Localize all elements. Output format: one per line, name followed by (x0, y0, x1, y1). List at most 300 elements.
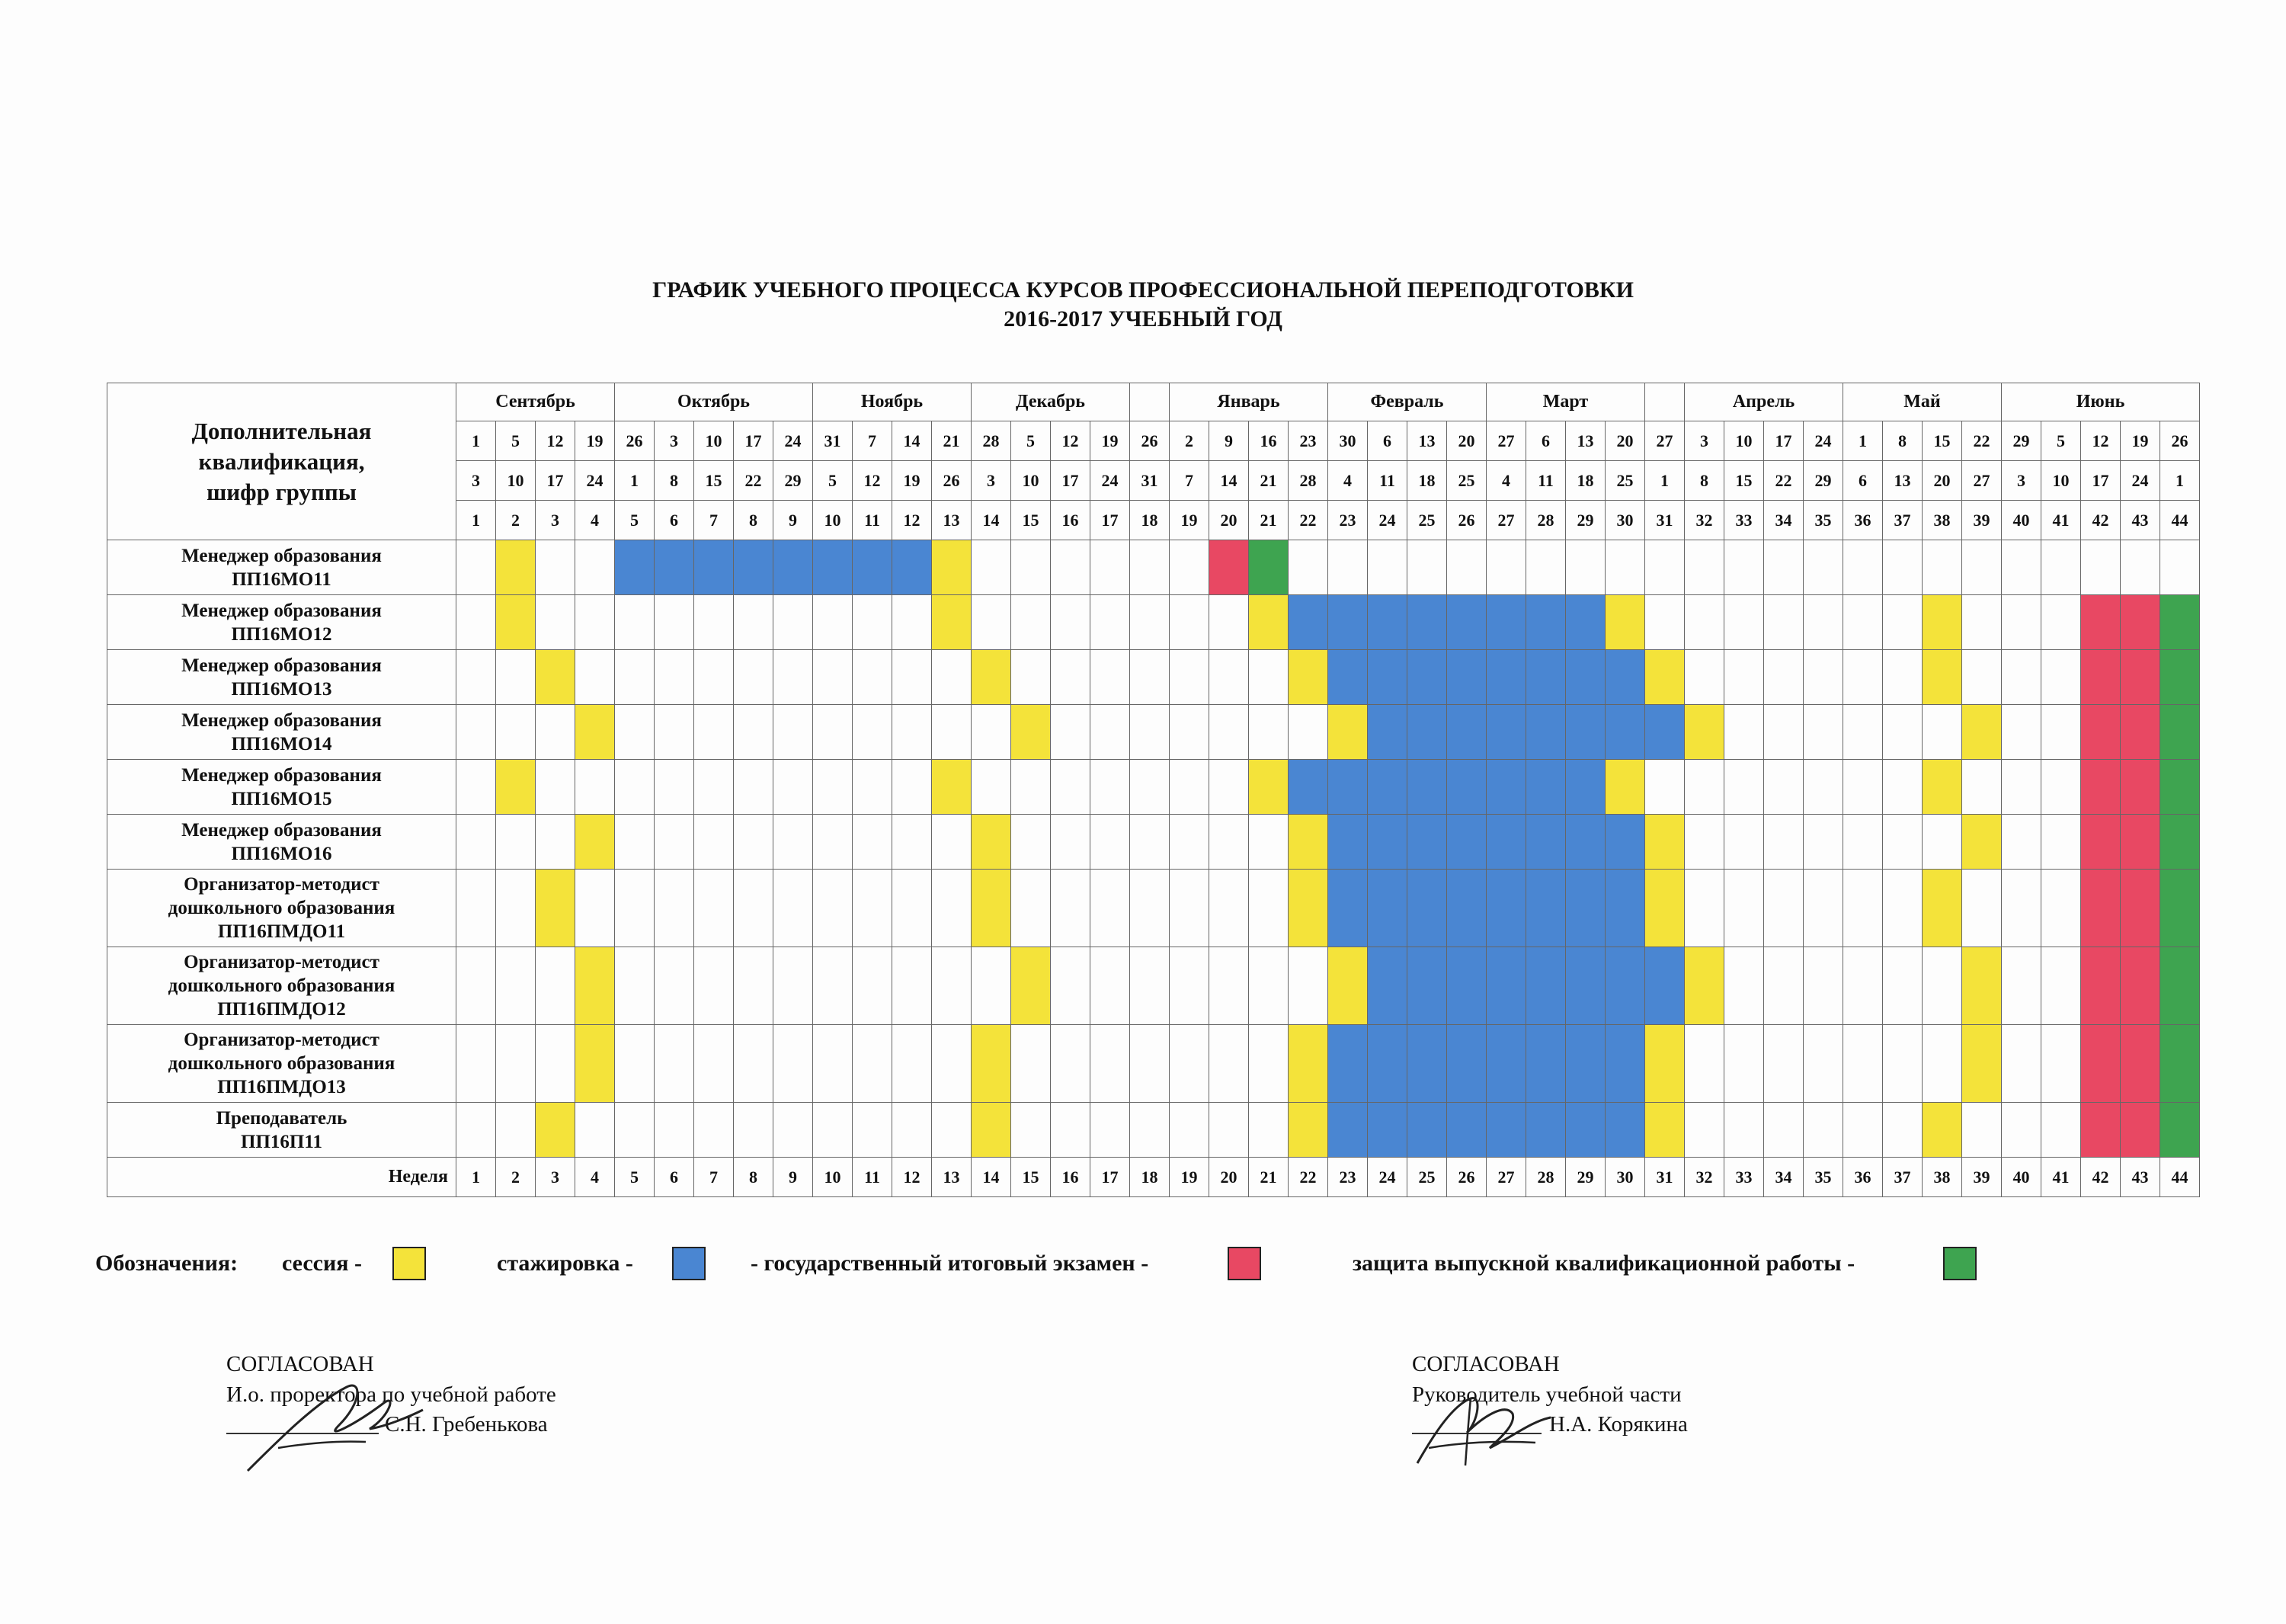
week-end-date: 11 (1368, 461, 1407, 501)
schedule-cell (1606, 1025, 1645, 1103)
schedule-cell (1843, 815, 1883, 870)
schedule-cell (2160, 815, 2200, 870)
week-number: 12 (892, 501, 932, 540)
schedule-cell (1645, 595, 1685, 650)
week-number: 1 (456, 501, 496, 540)
week-start-date: 5 (1011, 421, 1051, 461)
schedule-cell (2160, 650, 2200, 705)
week-start-date: 24 (773, 421, 813, 461)
week-footer-number: 23 (1328, 1158, 1368, 1197)
week-number: 27 (1487, 501, 1526, 540)
schedule-cell (575, 595, 615, 650)
schedule-cell (1249, 870, 1289, 947)
schedule-cell (1566, 540, 1606, 595)
schedule-cell (853, 870, 892, 947)
schedule-cell (496, 870, 536, 947)
week-end-date: 13 (1883, 461, 1923, 501)
schedule-cell (1289, 815, 1328, 870)
schedule-cell (1526, 870, 1566, 947)
schedule-cell (1843, 540, 1883, 595)
week-end-date: 15 (694, 461, 734, 501)
week-number: 30 (1606, 501, 1645, 540)
schedule-cell (892, 1103, 932, 1158)
week-start-date: 20 (1606, 421, 1645, 461)
schedule-cell (655, 595, 694, 650)
schedule-cell (972, 815, 1011, 870)
schedule-cell (932, 760, 972, 815)
schedule-cell (1645, 870, 1685, 947)
schedule-cell (1130, 1103, 1170, 1158)
schedule-cell (1526, 947, 1566, 1025)
title-line-1: ГРАФИК УЧЕБНОГО ПРОЦЕССА КУРСОВ ПРОФЕССИОНАЛЬНОЙ ПЕРЕПОДГОТОВКИ (652, 277, 1634, 303)
week-number: 44 (2160, 501, 2200, 540)
week-start-date: 12 (2081, 421, 2121, 461)
schedule-cell (773, 870, 813, 947)
week-end-date: 18 (1566, 461, 1606, 501)
week-footer-number: 40 (2002, 1158, 2041, 1197)
schedule-cell (1883, 1025, 1923, 1103)
week-end-date: 5 (813, 461, 853, 501)
week-number: 6 (655, 501, 694, 540)
week-end-date: 12 (853, 461, 892, 501)
schedule-cell (1843, 870, 1883, 947)
week-number: 20 (1209, 501, 1249, 540)
schedule-cell (615, 1103, 655, 1158)
schedule-cell (575, 1103, 615, 1158)
schedule-cell (972, 1103, 1011, 1158)
week-footer-number: 34 (1764, 1158, 1804, 1197)
week-end-date: 27 (1962, 461, 2002, 501)
week-start-date: 7 (853, 421, 892, 461)
schedule-cell (1447, 870, 1487, 947)
schedule-cell (2081, 870, 2121, 947)
week-start-date: 9 (1209, 421, 1249, 461)
schedule-cell (1051, 705, 1090, 760)
week-end-date: 3 (2002, 461, 2041, 501)
week-footer-number: 3 (536, 1158, 575, 1197)
schedule-cell (1883, 595, 1923, 650)
week-start-date: 13 (1566, 421, 1606, 461)
schedule-cell (2160, 760, 2200, 815)
schedule-cell (1526, 760, 1566, 815)
schedule-cell (1368, 595, 1407, 650)
schedule-cell (1407, 1025, 1447, 1103)
schedule-cell (1011, 1025, 1051, 1103)
schedule-cell (1923, 1025, 1962, 1103)
schedule-cell (1764, 705, 1804, 760)
week-end-date: 19 (892, 461, 932, 501)
schedule-cell (1130, 650, 1170, 705)
schedule-cell (1724, 870, 1764, 947)
schedule-cell (853, 947, 892, 1025)
group-name (107, 650, 456, 705)
schedule-cell (1566, 1025, 1606, 1103)
week-footer-number: 7 (694, 1158, 734, 1197)
schedule-cell (1645, 650, 1685, 705)
schedule-cell (1368, 705, 1407, 760)
schedule-cell (1328, 870, 1368, 947)
schedule-cell (1566, 947, 1606, 1025)
group-row (107, 760, 2200, 815)
group-name-line: Организатор-методист (184, 952, 379, 972)
schedule-cell (1051, 1103, 1090, 1158)
schedule-cell (1962, 870, 2002, 947)
schedule-cell (1249, 705, 1289, 760)
schedule-cell (1685, 815, 1724, 870)
schedule-cell (456, 870, 496, 947)
week-end-date: 7 (1170, 461, 1209, 501)
schedule-cell (2121, 870, 2160, 947)
legend-label-thesis: защита выпускной квалификационной работы - (1353, 1251, 1855, 1276)
group-name-line: Преподаватель (216, 1107, 347, 1129)
week-end-date: 11 (1526, 461, 1566, 501)
schedule-cell (1606, 815, 1645, 870)
schedule-cell (1011, 705, 1051, 760)
schedule-cell (1407, 540, 1447, 595)
month-header: Апрель (1685, 383, 1843, 421)
week-footer-number: 14 (972, 1158, 1011, 1197)
week-number: 8 (734, 501, 773, 540)
schedule-cell (1328, 650, 1368, 705)
schedule-cell (1368, 650, 1407, 705)
schedule-cell (1090, 1025, 1130, 1103)
schedule-cell (1328, 947, 1368, 1025)
schedule-cell (1447, 947, 1487, 1025)
week-number: 35 (1804, 501, 1843, 540)
schedule-cell (1923, 1103, 1962, 1158)
schedule-cell (536, 815, 575, 870)
schedule-cell (456, 705, 496, 760)
schedule-cell (2081, 650, 2121, 705)
week-start-date: 28 (972, 421, 1011, 461)
schedule-cell (496, 1103, 536, 1158)
schedule-cell (1130, 870, 1170, 947)
schedule-cell (1328, 815, 1368, 870)
week-end-date: 24 (575, 461, 615, 501)
schedule-cell (1843, 650, 1883, 705)
week-number: 25 (1407, 501, 1447, 540)
group-row (107, 870, 2200, 947)
week-start-date: 29 (2002, 421, 2041, 461)
schedule-cell (2121, 815, 2160, 870)
schedule-cell (536, 540, 575, 595)
schedule-cell (536, 705, 575, 760)
schedule-cell (496, 947, 536, 1025)
schedule-cell (536, 595, 575, 650)
schedule-cell (456, 650, 496, 705)
schedule-cell (2041, 760, 2081, 815)
week-end-date: 28 (1289, 461, 1328, 501)
week-number: 14 (972, 501, 1011, 540)
schedule-cell (2121, 540, 2160, 595)
schedule-cell (1407, 595, 1447, 650)
schedule-cell (2160, 870, 2200, 947)
schedule-cell (496, 760, 536, 815)
week-footer-number: 15 (1011, 1158, 1051, 1197)
week-start-date: 6 (1368, 421, 1407, 461)
group-name-line: ПП16МО11 (232, 569, 331, 590)
week-start-date: 3 (655, 421, 694, 461)
schedule-cell (1606, 870, 1645, 947)
schedule-cell (1011, 540, 1051, 595)
schedule-cell (2081, 760, 2121, 815)
schedule-cell (1130, 595, 1170, 650)
schedule-cell (1368, 1025, 1407, 1103)
schedule-cell (1883, 870, 1923, 947)
schedule-cell (1328, 540, 1368, 595)
legend-label-exam: - государственный итоговый экзамен - (751, 1251, 1149, 1276)
schedule-cell (1883, 1103, 1923, 1158)
week-footer-number: 25 (1407, 1158, 1447, 1197)
schedule-cell (2002, 595, 2041, 650)
schedule-cell (1407, 870, 1447, 947)
schedule-cell (1724, 705, 1764, 760)
schedule-cell (1011, 947, 1051, 1025)
schedule-cell (1526, 1025, 1566, 1103)
schedule-cell (1328, 595, 1368, 650)
schedule-cell (1804, 650, 1843, 705)
schedule-cell (694, 870, 734, 947)
schedule-cell (1289, 947, 1328, 1025)
schedule-cell (773, 540, 813, 595)
schedule-cell (1209, 1025, 1249, 1103)
schedule-cell (1051, 947, 1090, 1025)
schedule-cell (536, 947, 575, 1025)
schedule-cell (1407, 650, 1447, 705)
week-number: 17 (1090, 501, 1130, 540)
schedule-cell (1804, 815, 1843, 870)
week-start-date: 27 (1645, 421, 1685, 461)
schedule-cell (1923, 595, 1962, 650)
schedule-cell (773, 595, 813, 650)
schedule-cell (813, 540, 853, 595)
schedule-cell (2160, 705, 2200, 760)
schedule-cell (1407, 815, 1447, 870)
schedule-cell (1804, 760, 1843, 815)
schedule-cell (2081, 1025, 2121, 1103)
schedule-cell (932, 870, 972, 947)
schedule-cell (1487, 947, 1526, 1025)
schedule-cell (1209, 1103, 1249, 1158)
schedule-cell (734, 705, 773, 760)
schedule-cell (1090, 815, 1130, 870)
schedule-cell (1526, 595, 1566, 650)
schedule-cell (2160, 595, 2200, 650)
week-number: 38 (1923, 501, 1962, 540)
week-start-date: 2 (1170, 421, 1209, 461)
week-footer-number: 5 (615, 1158, 655, 1197)
week-end-date: 8 (1685, 461, 1724, 501)
week-number: 16 (1051, 501, 1090, 540)
week-start-date: 26 (2160, 421, 2200, 461)
schedule-cell (1289, 540, 1328, 595)
week-end-date: 29 (773, 461, 813, 501)
week-number: 9 (773, 501, 813, 540)
schedule-cell (1090, 540, 1130, 595)
schedule-cell (1130, 705, 1170, 760)
week-footer-row (107, 1158, 2200, 1197)
qualification-header (107, 383, 456, 540)
schedule-cell (2041, 650, 2081, 705)
week-start-date: 15 (1923, 421, 1962, 461)
schedule-cell (2041, 540, 2081, 595)
week-number: 29 (1566, 501, 1606, 540)
schedule-cell (655, 1103, 694, 1158)
week-start-date: 17 (734, 421, 773, 461)
schedule-cell (1843, 1025, 1883, 1103)
group-name-line: Менеджер образования (181, 545, 382, 566)
schedule-cell (2041, 705, 2081, 760)
week-end-date: 18 (1407, 461, 1447, 501)
signature-right (1398, 1376, 1581, 1475)
schedule-cell (1407, 1103, 1447, 1158)
week-number: 34 (1764, 501, 1804, 540)
schedule-cell (1447, 595, 1487, 650)
schedule-cell (1645, 1103, 1685, 1158)
week-end-date: 22 (734, 461, 773, 501)
schedule-cell (2041, 815, 2081, 870)
schedule-cell (1685, 1103, 1724, 1158)
schedule-cell (1090, 595, 1130, 650)
week-end-date: 22 (1764, 461, 1804, 501)
schedule-cell (1487, 650, 1526, 705)
schedule-cell (655, 705, 694, 760)
schedule-cell (575, 760, 615, 815)
schedule-cell (1764, 947, 1804, 1025)
schedule-cell (1328, 1025, 1368, 1103)
schedule-cell (1685, 1025, 1724, 1103)
schedule-cell (694, 815, 734, 870)
schedule-cell (2041, 1025, 2081, 1103)
week-start-date: 10 (694, 421, 734, 461)
schedule-cell (1328, 1103, 1368, 1158)
schedule-cell (1170, 595, 1209, 650)
schedule-cell (1447, 650, 1487, 705)
schedule-cell (892, 760, 932, 815)
schedule-cell (1289, 870, 1328, 947)
schedule-cell (2081, 815, 2121, 870)
approval-left-heading: СОГЛАСОВАН (226, 1352, 374, 1376)
schedule-cell (615, 870, 655, 947)
week-number: 21 (1249, 501, 1289, 540)
schedule-cell (1606, 705, 1645, 760)
schedule-cell (1764, 650, 1804, 705)
schedule-cell (1923, 650, 1962, 705)
schedule-cell (2002, 705, 2041, 760)
group-name-line: Менеджер образования (181, 819, 382, 841)
schedule-cell (1685, 705, 1724, 760)
schedule-cell (1130, 947, 1170, 1025)
schedule-cell (1289, 1025, 1328, 1103)
schedule-cell (1724, 815, 1764, 870)
schedule-cell (1804, 1025, 1843, 1103)
schedule-cell (2041, 947, 2081, 1025)
group-name-line: ПП16ПМДО12 (217, 999, 346, 1020)
week-footer-number: 4 (575, 1158, 615, 1197)
week-number: 23 (1328, 501, 1368, 540)
week-footer-number: 19 (1170, 1158, 1209, 1197)
week-end-date: 1 (2160, 461, 2200, 501)
schedule-cell (694, 650, 734, 705)
schedule-cell (1606, 760, 1645, 815)
schedule-cell (1368, 540, 1407, 595)
week-footer-number: 11 (853, 1158, 892, 1197)
schedule-cell (813, 760, 853, 815)
schedule-cell (575, 947, 615, 1025)
schedule-cell (615, 947, 655, 1025)
week-number: 5 (615, 501, 655, 540)
schedule-cell (655, 760, 694, 815)
group-row (107, 595, 2200, 650)
schedule-cell (1051, 1025, 1090, 1103)
schedule-cell (734, 760, 773, 815)
schedule-cell (694, 705, 734, 760)
schedule-cell (496, 1025, 536, 1103)
group-row (107, 815, 2200, 870)
schedule-cell (853, 815, 892, 870)
week-end-date: 6 (1843, 461, 1883, 501)
schedule-cell (1487, 870, 1526, 947)
week-end-date: 20 (1923, 461, 1962, 501)
schedule-cell (1962, 760, 2002, 815)
group-name-line: ПП16МО14 (231, 733, 332, 754)
group-name-line: Менеджер образования (181, 655, 382, 676)
schedule-cell (2002, 815, 2041, 870)
schedule-cell (1170, 815, 1209, 870)
schedule-cell (1289, 760, 1328, 815)
week-footer-number: 18 (1130, 1158, 1170, 1197)
schedule-cell (853, 1025, 892, 1103)
schedule-cell (813, 595, 853, 650)
schedule-cell (1487, 1103, 1526, 1158)
week-start-date: 22 (1962, 421, 2002, 461)
week-number: 4 (575, 501, 615, 540)
schedule-cell (2121, 1025, 2160, 1103)
week-start-date: 5 (496, 421, 536, 461)
week-footer-number: 28 (1526, 1158, 1566, 1197)
week-number: 33 (1724, 501, 1764, 540)
schedule-cell (892, 705, 932, 760)
schedule-cell (694, 540, 734, 595)
schedule-cell (734, 870, 773, 947)
schedule-cell (2160, 1025, 2200, 1103)
schedule-cell (1843, 705, 1883, 760)
schedule-cell (1090, 650, 1130, 705)
schedule-cell (892, 650, 932, 705)
group-name-line: дошкольного образования (168, 975, 395, 996)
schedule-cell (615, 815, 655, 870)
schedule-cell (813, 947, 853, 1025)
schedule-cell (1170, 870, 1209, 947)
schedule-cell (853, 1103, 892, 1158)
week-number: 32 (1685, 501, 1724, 540)
schedule-cell (1249, 947, 1289, 1025)
week-number: 26 (1447, 501, 1487, 540)
week-start-date: 8 (1883, 421, 1923, 461)
week-end-date: 17 (2081, 461, 2121, 501)
week-number: 3 (536, 501, 575, 540)
group-name-line: Организатор-методист (184, 1030, 379, 1050)
week-end-date: 15 (1724, 461, 1764, 501)
week-end-date: 4 (1328, 461, 1368, 501)
schedule-cell (1407, 760, 1447, 815)
schedule-cell (575, 705, 615, 760)
schedule-cell (1011, 760, 1051, 815)
week-end-date: 8 (655, 461, 694, 501)
legend-swatch-session (392, 1247, 426, 1280)
schedule-cell (1606, 650, 1645, 705)
schedule-cell (1051, 815, 1090, 870)
